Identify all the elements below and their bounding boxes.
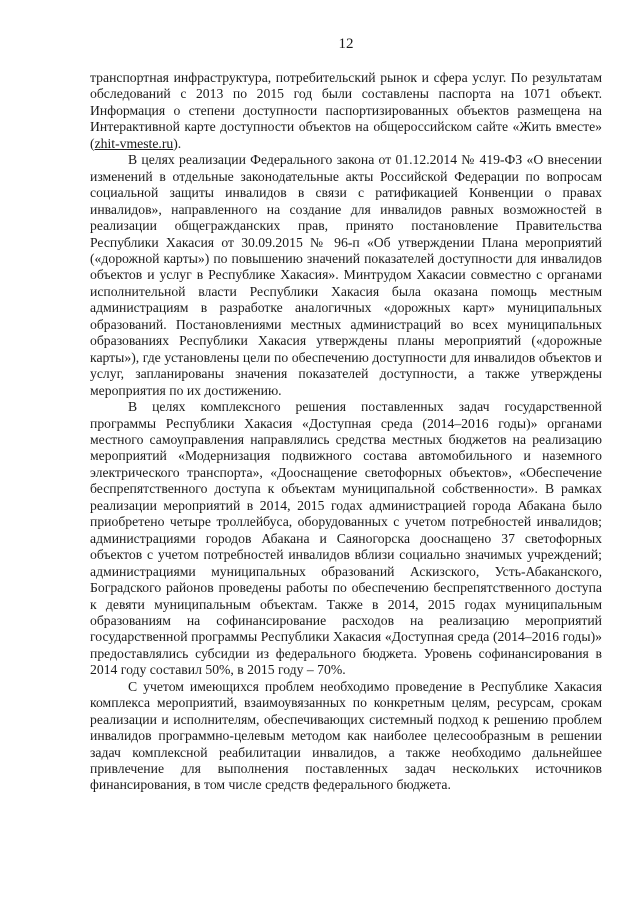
zhit-vmeste-link[interactable]: zhit-vmeste.ru (94, 135, 174, 151)
paragraph-4: С учетом имеющихся проблем необходимо проведение в Республике Хакасия комплекса мероприятий, взаимоувязанных по конкретным целям, ресурсам, срокам реализации и исполнителям, обеспечивающих системный подход к решению проблем инвалидов программно-целевым методом как наиболее целесообразным в решении задач комплексной реабилитации инвалидов, а также необходимо дальнейшее привлечение для выполнения поставленных задач нескольких источников финансирования, в том числе средств федерального бюджета. (90, 678, 602, 793)
paragraph-3: В целях комплексного решения поставленных задач государственной программы Республики Хакасия «Доступная среда (2014–2016 годы)» органами местного самоуправления направлялись средства местных бюджетов на реализацию мероприятий «Модернизация подвижного состава автомобильного и наземного электрического транспорта», «Дооснащение светофорных объектов», «Обеспечение беспрепятственного доступа к объектам муниципальной собственности». В рамках реализации мероприятий в 2014, 2015 годах администрацией города Абакана было приобретено четыре троллейбуса, оборудованных с учетом потребностей инвалидов; администрациями городов Абакана и Саяногорска дооснащено 37 светофорных объектов с учетом потребностей инвалидов вблизи социально значимых учреждений; администрациями муниципальных образований Аскизского, Усть-Абаканского, Боградского районов проведены работы по обеспечению беспрепятственного доступа к девяти муниципальным объектам. Также в 2014, 2015 годах муниципальным образованиям на софинансирование расходов на реализацию мероприятий государственной программы Республики Хакасия «Доступная среда (2014–2016 годы)» предоставлялись субсидии из федерального бюджета. Уровень софинансирования в 2014 году составил 50%, в 2015 году – 70%. (90, 399, 602, 678)
paragraph-1-text-before: транспортная инфраструктура, потребительский рынок и сфера услуг. По результатам обследований с 2013 по 2015 год были составлены паспорта на 1071 объект. Информация о степени доступности паспортизированных объектов размещена на Интерактивной карте доступности объектов на общероссийском сайте «Жить вместе» ( (90, 70, 602, 151)
paragraph-1-text-after: ). (173, 135, 182, 151)
paragraph-1 (90, 70, 602, 152)
page-number: 12 (338, 36, 354, 52)
paragraph-2: В целях реализации Федерального закона от 01.12.2014 № 419-ФЗ «О внесении изменений в отдельные законодательные акты Российской Федерации по вопросам социальной защиты инвалидов в связи с ратификацией Конвенции о правах инвалидов», направленного на создание для инвалидов равных возможностей в реализации общегражданских прав, принято постановление Правительства Республики Хакасия от 30.09.2015 № 96-п «Об утверждении Плана мероприятий («дорожной карты») по повышению значений показателей доступности для инвалидов объектов и услуг в Республике Хакасия». Минтрудом Хакасии совместно с органами исполнительной власти Республики Хакасия была оказана помощь местным администрациям в разработке аналогичных «дорожных карт» муниципальных образований. Постановлениями местных администраций во всех муниципальных образованиях Республики Хакасия утверждены планы мероприятий («дорожные карты»), где установлены цели по обеспечению доступности для инвалидов объектов и услуг, запланированы значения показателей доступности, а также утверждены мероприятия по их достижению. (90, 152, 602, 398)
